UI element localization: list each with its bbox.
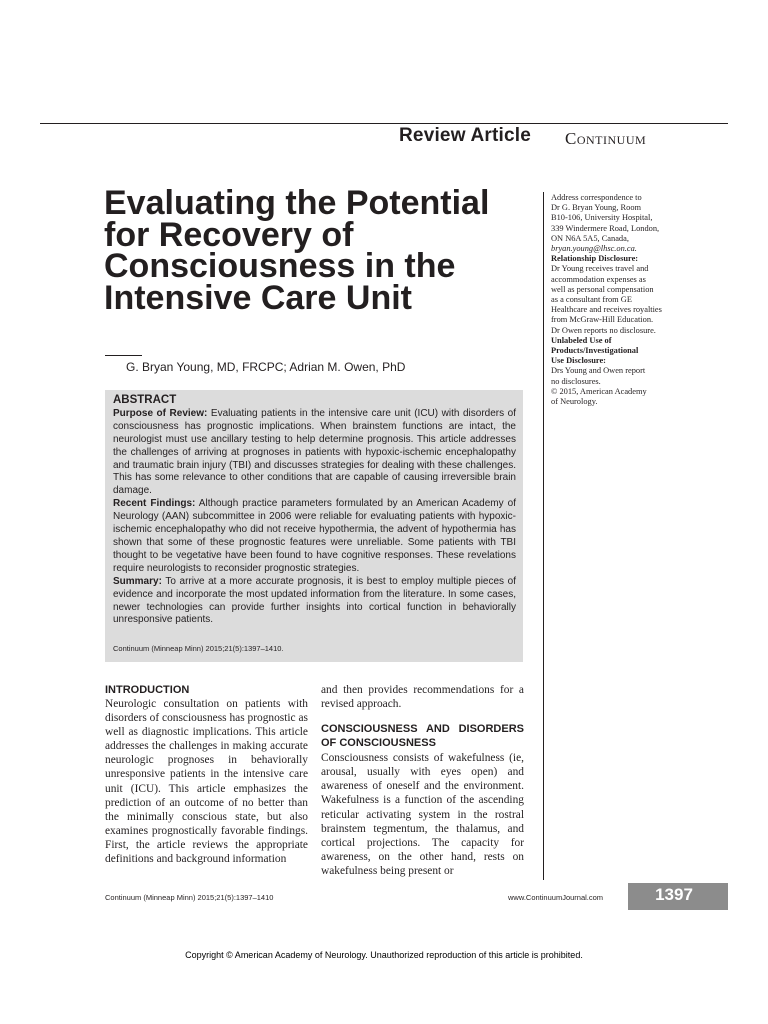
summary-text: To arrive at a more accurate prognosis, it is best to employ multiple pieces of evidence and incorporate the most updated information from the literature. In some cases, newer technologies can provide further insights into cortical function in behaviorally unresponsive patients. [113,575,516,626]
abstract-purpose [113,408,516,498]
page-number-box [628,883,728,910]
abstract-heading: ABSTRACT [113,394,177,406]
sidebar-line: bryan.young@lhsc.on.ca. [551,244,637,254]
purpose-label: Purpose of Review: [113,407,208,419]
introduction-heading: INTRODUCTION [105,684,190,696]
section-heading-consciousness: CONSCIOUSNESS AND DISORDERS OF CONSCIOUSNESS [321,723,524,750]
purpose-text: Evaluating patients in the intensive care unit (ICU) with disorders of consciousness has prognostic implications. When brainstem functions are intact, the neurologist must use ancillary testing to help determine prognosis. This article addresses the challenges of arriving at prognoses in patients with hypoxic-ischemic encephalopathy and traumatic brain injury (TBI) and discusses strategies for dealing with these challenges. This has some relevance to other conditions that are capable of causing irreversible brain damage. [113,407,516,497]
sidebar-line: 339 Windermere Road, London, [551,223,660,233]
sidebar-line: Dr G. Bryan Young, Room [551,203,642,213]
title-rule [105,355,142,356]
footer-citation: Continuum (Minneap Minn) 2015;21(5):1397–1410 [105,893,274,902]
sidebar-line: Relationship Disclosure: [551,254,639,264]
sidebar-line: Use Disclosure: [551,356,606,366]
sidebar-line: Address correspondence to [551,193,642,202]
journal-brand: Continuum [565,129,647,148]
abstract-citation: Continuum (Minneap Minn) 2015;21(5):1397–1410. [113,644,284,653]
sidebar-line: accommodation expenses as [551,274,646,284]
copyright-notice: Copyright © American Academy of Neurology. Unauthorized reproduction of this article is prohibited. [185,950,583,960]
sidebar-line: Dr Young receives travel and [551,264,649,274]
correspondence-sidebar [551,193,671,407]
sidebar-line: Dr Owen reports no disclosure. [551,325,656,335]
sidebar-line: as a consultant from GE [551,295,632,305]
introduction-text: Neurologic consultation on patients with disorders of consciousness has prognostic as well as diagnostic implications. This article addresses the challenges in making accurate neurologic prognoses in behaviorally unresponsive patients in the intensive care unit (ICU). This article emphasizes the prediction of an outcome of no better than the minimally conscious state, but also examines prognostically favorable findings. First, the article reviews the appropriate definitions and background information [105,698,308,866]
page-number: 1397 [655,885,693,904]
sidebar-line: Healthcare and receives royalties [551,305,662,315]
section-label: Review Article [399,125,531,146]
sidebar-line: ON N6A 5A5, Canada, [551,233,629,243]
sidebar-line: Drs Young and Owen report [551,366,646,376]
body-column-right [321,683,524,878]
abstract-box [105,390,523,662]
abstract-findings [113,498,516,575]
summary-label: Summary: [113,575,162,587]
findings-text: Although practice parameters formulated by an American Academy of Neurology (AAN) subcommittee in 2006 were reliable for evaluating patients with hypoxic-ischemic encephalopathy who did not receive hypothermia, the advent of hypothermia has shown that some of these prognostic features were unreliable. Some patients with TBI thought to be vegetative have been found to have cognitive responses. These revelations require neurologists to reconsider prognostic strategies. [113,498,516,574]
sidebar-rule [543,192,544,880]
sidebar-line: of Neurology. [551,397,598,407]
header-rule [40,123,728,124]
body-column-left [105,683,308,866]
article-title: Evaluating the Potential for Recovery of Consciousness in the Intensive Care Unit [104,184,490,317]
findings-label: Recent Findings: [113,498,196,510]
article-authors: G. Bryan Young, MD, FRCPC; Adrian M. Owen, PhD [126,360,406,374]
continuation-text: and then provides recommendations for a revised approach. [321,684,524,711]
sidebar-line: from McGraw-Hill Education. [551,315,654,325]
sidebar-line: Unlabeled Use of [551,335,612,345]
sidebar-line: Products/Investigational [551,346,639,356]
sidebar-line: B10-106, University Hospital, [551,213,653,223]
sidebar-line: no disclosures. [551,376,601,386]
sidebar-line: well as personal compensation [551,284,654,294]
section-text-consciousness: Consciousness consists of wakefulness (ie, arousal, usually with eyes open) and awareness of oneself and the environment. Wakefulness is a function of the ascending reticular activating system in the rostral brainstem tegmentum, the thalamus, and cortical projections. The capacity for awareness, on the other hand, rests on wakefulness being present or [321,752,524,877]
footer-url[interactable]: www.ContinuumJournal.com [508,893,604,902]
sidebar-line: © 2015, American Academy [551,386,647,396]
abstract-summary [113,576,516,628]
